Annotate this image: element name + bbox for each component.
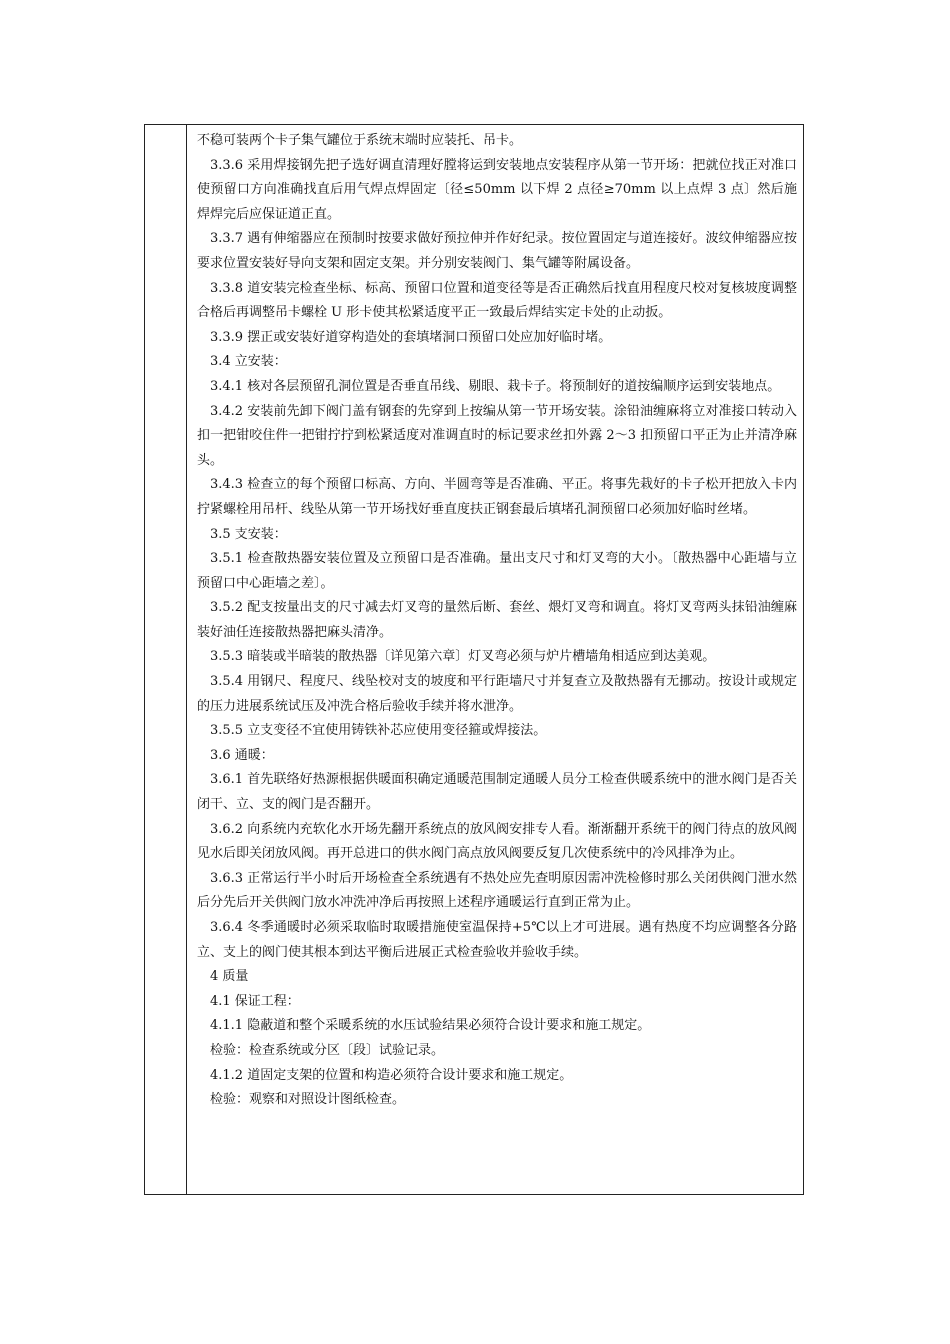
document-table: [144, 124, 804, 1195]
table-content-cell: [197, 129, 797, 1113]
paragraph: 3.5.4 用钢尺、程度尺、线坠校对支的坡度和平行距墙尺寸并复查立及散热器有无挪动。按设计或规定的压力进展系统试压及冲洗合格后验收手续并将水泄净。: [197, 674, 797, 714]
paragraph: 3.5.2 配支按量出支的尺寸减去灯叉弯的量然后断、套丝、煨灯叉弯和调直。将灯叉弯两头抹铅油缠麻装好油任连接散热器把麻头清净。: [197, 600, 797, 640]
paragraph: 3.6.4 冬季通暖时必须采取临时取暖措施使室温保持+5℃以上才可进展。遇有热度不均应调整各分路立、支上的阀门使其根本到达平衡后进展正式检查验收并验收手续。: [197, 920, 797, 960]
paragraph: 3.4.3 检查立的每个预留口标高、方向、半圆弯等是否准确、平正。将事先栽好的卡子松开把放入卡内拧紧螺栓用吊杆、线坠从第一节开场找好垂直度扶正钢套最后填堵孔洞预留口必须加好临时丝堵。: [197, 477, 797, 517]
paragraph: 3.5 支安装：: [210, 526, 287, 542]
paragraph: 3.6.3 正常运行半小时后开场检查全系统遇有不热处应先查明原因需冲洗检修时那么关闭供阀门泄水然后分先后开关供阀门放水冲洗冲净后再按照上述程序通暖运行直到正常为止。: [197, 870, 797, 911]
paragraph: 检验：检查系统或分区〔段〕试验记录。: [210, 1042, 445, 1058]
paragraph: 4.1.1 隐蔽道和整个采暖系统的水压试验结果必须符合设计要求和施工规定。: [210, 1018, 651, 1034]
paragraph: 4.1 保证工程：: [210, 993, 300, 1009]
paragraph: 不稳可装两个卡子集气罐位于系统末端时应装托、吊卡。: [197, 133, 523, 148]
paragraph: 3.5.3 暗装或半暗装的散热器〔详见第六章〕灯叉弯必须与炉片槽墙角相适应到达美观。: [210, 649, 716, 665]
paragraph: 检验：观察和对照设计图纸检查。: [210, 1092, 406, 1108]
paragraph: 3.3.7 遇有伸缩器应在预制时按要求做好预拉伸并作好纪录。按位置固定与道连接好。波纹伸缩器应按要求位置安装好导向支架和固定支架。并分别安装阀门、集气罐等附属设备。: [197, 231, 797, 271]
paragraph: 3.3.8 道安装完检查坐标、标高、预留口位置和道变径等是否正确然后找直用程度尺校对复核坡度调整合格后再调整吊卡螺栓 U 形卡使其松紧适度平正一致最后焊结实定卡处的止动扳。: [197, 280, 797, 321]
paragraph: 3.4 立安装：: [210, 354, 287, 370]
paragraph: 3.3.9 摆正或安装好道穿构造处的套填堵洞口预留口处应加好临时堵。: [210, 329, 612, 345]
paragraph: 3.6.1 首先联络好热源根据供暖面积确定通暖范围制定通暖人员分工检查供暖系统中的泄水阀门是否关闭干、立、支的阀门是否翻开。: [197, 772, 797, 813]
table-left-column: [145, 125, 187, 1194]
paragraph: 3.4.2 安装前先卸下阀门盖有钢套的先穿到上按编从第一节开场安装。涂铅油缠麻将立对准接口转动入扣一把钳咬住件一把钳拧拧到松紧适度对准调直时的标记要求丝扣外露 2～3 扣预留口平正为止并清净麻头。: [197, 403, 797, 468]
paragraph: 3.6 通暖：: [210, 747, 274, 763]
paragraph: 3.5.1 检查散热器安装位置及立预留口是否准确。量出支尺寸和灯叉弯的大小。〔散热器中心距墙与立预留口中心距墙之差〕。: [197, 551, 797, 591]
paragraph: 3.5.5 立支变径不宜使用铸铁补芯应使用变径箍或焊接法。: [210, 723, 547, 739]
paragraph: 4.1.2 道固定支架的位置和构造必须符合设计要求和施工规定。: [210, 1067, 573, 1083]
paragraph: 4 质量: [210, 969, 249, 985]
paragraph: 3.4.1 核对各层预留孔洞位置是否垂直吊线、剔眼、栽卡子。将预制好的道按编顺序运到安装地点。: [210, 378, 781, 394]
paragraph: 3.3.6 采用焊接钢先把子选好调直清理好膛将运到安装地点安装程序从第一节开场：把就位找正对准口使预留口方向准确找直后用气焊点焊固定〔径≤50mm 以下焊 2 点径≥70mm 以上点焊 3 点〕然后施焊焊完后应保证道正直。: [197, 157, 797, 222]
paragraph: 3.6.2 向系统内充软化水开场先翻开系统点的放风阀安排专人看。渐渐翻开系统干的阀门待点的放风阀见水后即关闭放风阀。再开总进口的供水阀门高点放风阀要反复几次使系统中的冷风排净为止。: [197, 821, 797, 862]
